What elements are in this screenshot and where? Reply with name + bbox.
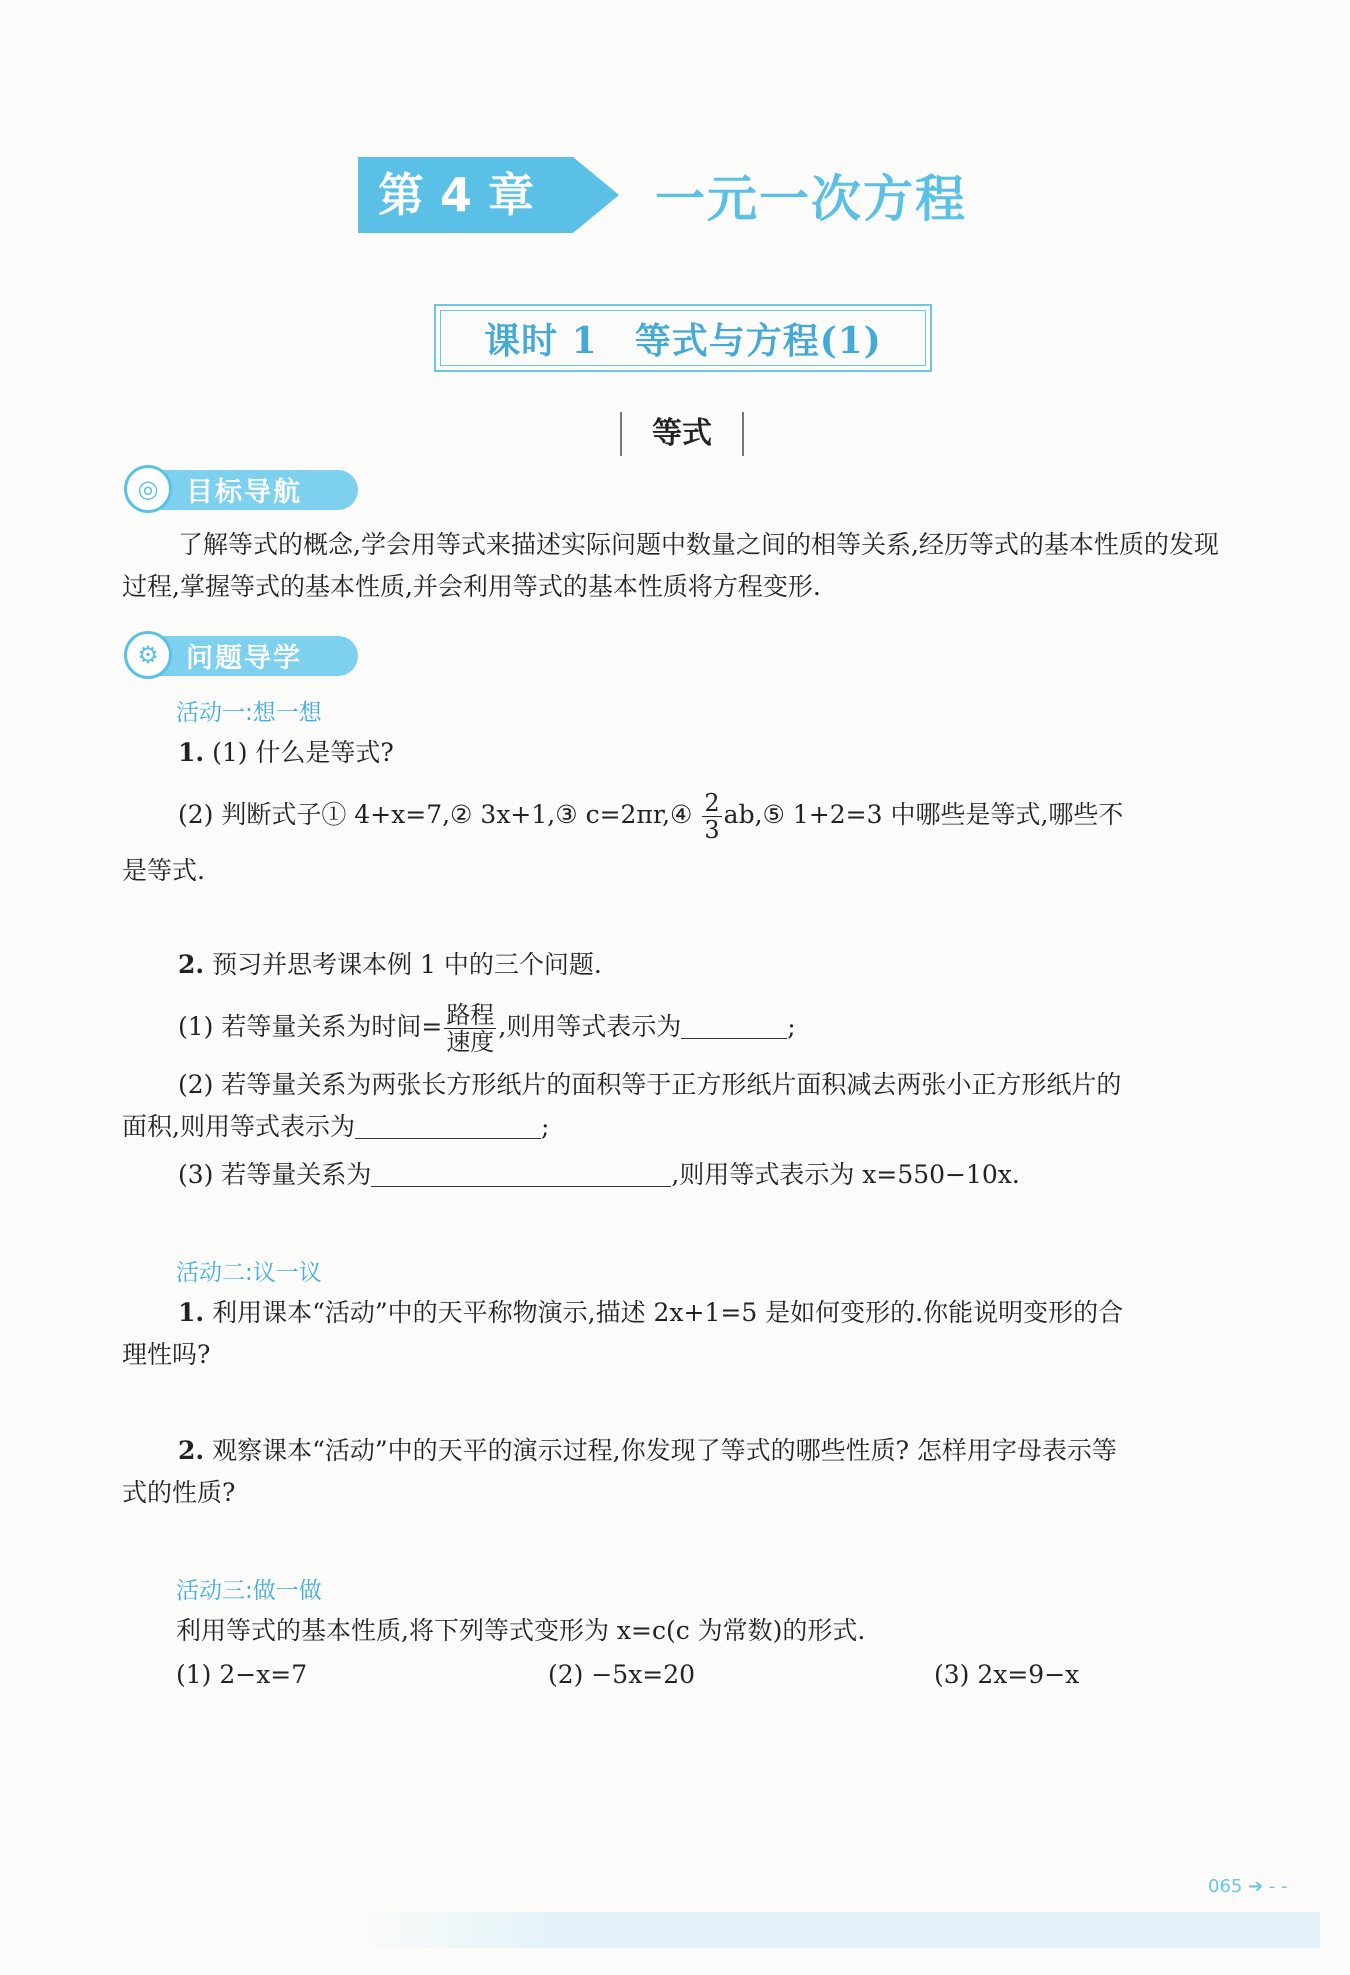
a2-q2: 2. 观察课本“活动”中的天平的演示过程,你发现了等式的哪些性质? 怎样用字母表示等 <box>178 1436 1117 1465</box>
a1-q2-1: (1) 若等量关系为时间= $\frac{\text{路程}}{\text{速度}}$ ,则用等式表示为 ; <box>178 1001 796 1056</box>
answer-blank-2[interactable] <box>355 1110 541 1139</box>
target-icon: ◎ <box>124 465 172 513</box>
a1-q1b-cont: 是等式. <box>122 856 205 885</box>
page-number: 065 ➔ - - <box>1208 1876 1288 1897</box>
goal-badge-label: 目标导航 <box>186 476 302 508</box>
goal-badge <box>124 466 358 512</box>
a2-q1-cont: 理性吗? <box>122 1340 211 1369</box>
a2-q1: 1. 利用课本“活动”中的天平称物演示,描述 2x+1=5 是如何变形的.你能说明变形的合 <box>178 1298 1124 1327</box>
chapter-tag: 第 4 章 <box>358 157 573 233</box>
a3-intro: 利用等式的基本性质,将下列等式变形为 x=c(c 为常数)的形式. <box>176 1616 866 1645</box>
lesson-title-box <box>434 304 932 372</box>
answer-blank-1[interactable] <box>681 1010 787 1039</box>
a3-item-2: (2) −5x=20 <box>548 1660 696 1689</box>
section-title: 等式 <box>620 412 744 456</box>
fraction-distance-speed: $\frac{\text{路程}}{\text{速度}}$ <box>446 1001 495 1056</box>
a1-q2-2-cont: 面积,则用等式表示为 ; <box>122 1112 550 1141</box>
footer-band <box>360 1912 1320 1948</box>
a3-item-3: (3) 2x=9−x <box>934 1660 1080 1689</box>
a1-q2: 2. 预习并思考课本例 1 中的三个问题. <box>178 950 602 979</box>
guide-badge <box>124 632 358 678</box>
goal-text: 了解等式的概念,学会用等式来描述实际问题中数量之间的相等关系,经历等式的基本性质的发现过程,掌握等式的基本性质,并会利用等式的基本性质将方程变形. <box>122 530 1219 601</box>
a1-q2-2: (2) 若等量关系为两张长方形纸片的面积等于正方形纸片面积减去两张小正方形纸片的 <box>178 1070 1122 1099</box>
guide-badge-label: 问题导学 <box>186 642 302 674</box>
activity3-title: 活动三:做一做 <box>176 1578 322 1604</box>
answer-blank-3[interactable] <box>371 1158 671 1187</box>
chapter-title: 一元一次方程 <box>655 170 967 228</box>
a2-q2-cont: 式的性质? <box>122 1478 236 1507</box>
a3-item-1: (1) 2−x=7 <box>176 1660 308 1689</box>
fraction-two-thirds: $\frac{2}{3}$ <box>704 789 720 844</box>
gear-head-icon: ⚙ <box>124 631 172 679</box>
a1-q1b: (2) 判断式子① 4+x=7,② 3x+1,③ c=2πr,④ $\frac{2}{3}$ ab,⑤ 1+2=3 中哪些是等式,哪些不 <box>178 789 1124 844</box>
a1-q2-3: (3) 若等量关系为 ,则用等式表示为 x=550−10x. <box>178 1160 1020 1189</box>
a1-q1a: 1. (1) 什么是等式? <box>178 738 394 767</box>
activity1-title: 活动一:想一想 <box>176 700 322 726</box>
activity2-title: 活动二:议一议 <box>176 1260 322 1286</box>
chapter-banner <box>358 155 967 235</box>
lesson-title: 课时 1 等式与方程(1) <box>484 319 882 362</box>
